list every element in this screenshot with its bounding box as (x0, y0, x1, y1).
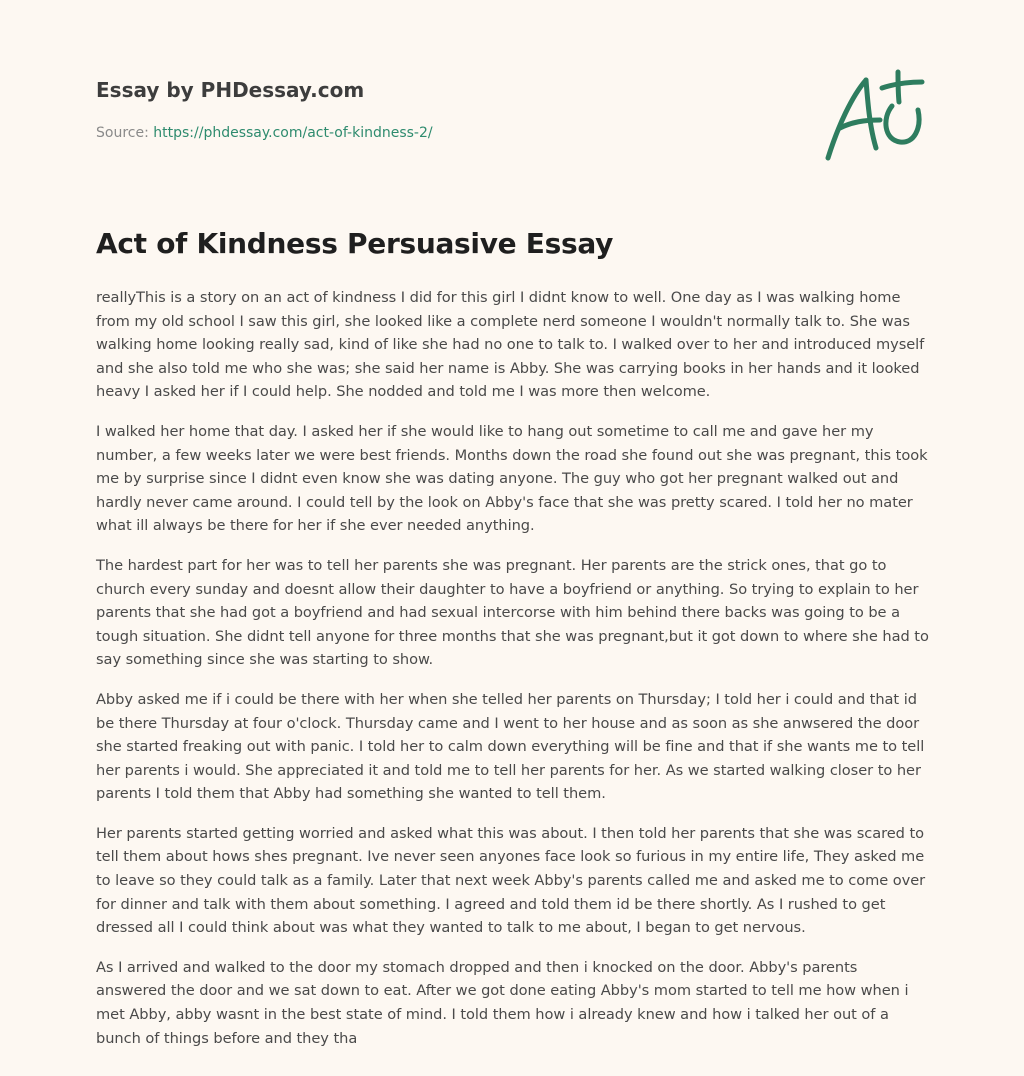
essay-body (96, 286, 931, 1066)
essay-paragraph: reallyThis is a story on an act of kindness I did for this girl I didnt know to well. One day as I was walking home from my old school I saw this girl, she looked like a complete nerd someone I wouldn't normally talk to. She was walking home looking really sad, kind of like she had no one to talk to. I walked over to her and introduced myself and she also told me who she was; she said her name is Abby. She was carrying books in her hands and it looked heavy I asked her if I could help. She nodded and told me I was more then welcome. (96, 289, 925, 401)
page-header (96, 76, 696, 142)
source-link[interactable]: https://phdessay.com/act-of-kindness-2/ (153, 125, 433, 141)
essay-paragraph: The hardest part for her was to tell her parents she was pregnant. Her parents are the strick ones, that go to church every sunday and doesnt allow their daughter to have a boyfriend or anything. So trying to explain to her parents that she had got a boyfriend and had sexual intercorse with him behind there backs was going to be a tough situation. She didnt tell anyone for three months that she was pregnant,but it got down to where she had to say something since she was starting to show. (96, 556, 929, 669)
essay-paragraph: Abby asked me if i could be there with her when she telled her parents on Thursday; I told her i could and that id be there Thursday at four o'clock. Thursday came and I went to her house and as soon as she anwsered the door she started freaking out with panic. I told her to calm down everything will be fine and that if she wants me to tell her parents i would. She appreciated it and told me to tell her parents for her. As we started walking closer to her parents I told them that Abby had something she wanted to tell them. (96, 690, 925, 803)
source-line (96, 124, 696, 142)
a-plus-logo-icon (818, 66, 930, 166)
source-label: Source: (96, 125, 154, 141)
essay-paragraph: Her parents started getting worried and asked what this was about. I then told her parents that she was scared to tell them about hows shes pregnant. Ive never seen anyones face look so furious in my entire life, They asked me to leave so they could talk as a family. Later that next week Abby's parents called me and asked me to come over for dinner and talk with them about something. I agreed and told them id be there shortly. As I rushed to get dressed all I could think about was what they wanted to talk to me about, I began to get nervous. (96, 824, 926, 937)
essay-title: Act of Kindness Persuasive Essay (96, 227, 614, 260)
essay-paragraph: I walked her home that day. I asked her if she would like to hang out sometime to call me and gave her my number, a few weeks later we were best friends. Months down the road she found out she was pregnant, this took me by surprise since I didnt even know she was dating anyone. The guy who got her pregnant walked out and hardly never came around. I could tell by the look on Abby's face that she was pretty scared. I told her no mater what ill always be there for her if she ever needed anything. (96, 422, 928, 535)
essay-paragraph: As I arrived and walked to the door my stomach dropped and then i knocked on the door. Abby's parents answered the door and we sat down to eat. After we got done eating Abby's mom started to tell me how when i met Abby, abby wasnt in the best state of mind. I told them how i already knew and how i talked her out of a bunch of things before and they tha (96, 958, 909, 1047)
site-brand: Essay by PHDessay.com (96, 78, 365, 102)
